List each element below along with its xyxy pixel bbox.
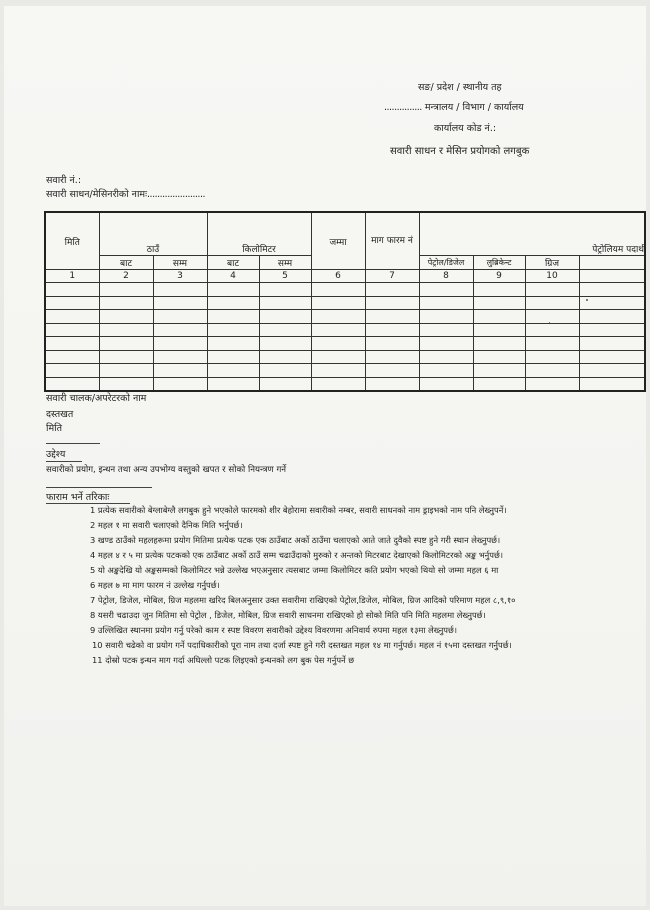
col-kilometer-header: किलोमिटर — [207, 212, 311, 256]
column-number: 5 — [259, 270, 311, 283]
table-cell — [419, 364, 473, 378]
instruction-item: 6 महल ७ मा माग फारम नं उल्लेख गर्नुपर्छ। — [90, 580, 220, 590]
table-cell — [579, 377, 645, 391]
table-row — [45, 310, 645, 324]
table-cell — [311, 350, 365, 364]
col-place-to-header: सम्म — [153, 256, 207, 270]
table-cell — [525, 337, 579, 351]
header-ministry-dots: ............... — [384, 102, 422, 113]
table-cell — [259, 364, 311, 378]
table-cell — [207, 296, 259, 310]
instructions-title: फाराम भर्ने तरिकाः — [46, 492, 110, 503]
col-lubricant-header: लुब्रिकेन्ट — [473, 256, 525, 270]
page-title: सवारी साधन र मेसिन प्रयोगको लगबुक — [390, 146, 530, 157]
table-cell — [45, 364, 99, 378]
col-total-header: जम्मा — [311, 212, 365, 270]
table-cell — [419, 283, 473, 297]
table-cell — [99, 337, 153, 351]
column-number: 10 — [525, 270, 579, 283]
table-cell — [311, 364, 365, 378]
column-number: 9 — [473, 270, 525, 283]
table-cell — [419, 310, 473, 324]
blank-rows — [45, 283, 645, 392]
table-row — [45, 296, 645, 310]
col-extra-header — [579, 256, 645, 270]
table-row — [45, 283, 645, 297]
table-cell — [525, 364, 579, 378]
table-cell — [365, 310, 419, 324]
table-cell — [153, 337, 207, 351]
table-cell — [259, 323, 311, 337]
table-cell — [45, 323, 99, 337]
table-cell — [365, 323, 419, 337]
instruction-item: 8 यसरी चढाउदा जुन मितिमा सो पेट्रोल , डिजेल, मोबिल, ग्रिज सवारी साधनमा राखिएको हो सोको मिति पनि मिति महलमा लेख्नुपर्छ। — [90, 610, 486, 620]
table-cell — [99, 350, 153, 364]
purpose-title-underline — [46, 461, 82, 462]
instructions-title-underline — [46, 503, 130, 504]
table-cell — [153, 364, 207, 378]
table-cell — [311, 323, 365, 337]
table-cell — [153, 377, 207, 391]
scan-speck — [586, 299, 588, 301]
table-row — [45, 364, 645, 378]
table-cell — [99, 283, 153, 297]
table-cell — [419, 296, 473, 310]
table-cell — [525, 377, 579, 391]
table-cell — [473, 323, 525, 337]
date-label: मिति — [46, 423, 63, 434]
table-cell — [473, 283, 525, 297]
table-cell — [45, 337, 99, 351]
vehicle-name-text: सवारी साधन/मेसिनरीको नामः — [46, 189, 148, 200]
column-number: 3 — [153, 270, 207, 283]
table-cell — [579, 296, 645, 310]
table-cell — [311, 337, 365, 351]
table-cell — [365, 350, 419, 364]
table-row — [45, 377, 645, 391]
vehicle-name-label — [46, 187, 205, 200]
table-cell — [311, 283, 365, 297]
table-row — [45, 350, 645, 364]
table-cell — [207, 323, 259, 337]
table-cell — [259, 350, 311, 364]
table-cell — [579, 350, 645, 364]
header-level: सङ/ प्रदेश / स्थानीय तह — [418, 82, 502, 93]
instruction-item: 5 यो अङ्कदेखि यो अङ्कसम्मको किलोमिटर भन्ने उल्लेख भएअनुसार त्यसबाट जम्मा किलोमिटर कति प्रयोग भएको थियो सो जम्मा महल ६ मा — [90, 565, 499, 575]
table-cell — [311, 296, 365, 310]
table-cell — [259, 377, 311, 391]
instruction-item: 1 प्रत्येक सवारीको बेग्लाबेग्लै लगबुक हुने भएकोले फारमको शीर बेहोरामा सवारीको नम्बर, सवारी साधनको नाम ड्राइभको नाम पनि लेख्नुपर्ने। — [90, 505, 507, 515]
driver-name-label: सवारी चालक/अपरेटरको नाम — [46, 393, 147, 404]
table-cell — [579, 337, 645, 351]
table-cell — [99, 364, 153, 378]
column-number: 2 — [99, 270, 153, 283]
table-cell — [473, 296, 525, 310]
table-cell — [153, 283, 207, 297]
table-cell — [311, 377, 365, 391]
table-cell — [473, 377, 525, 391]
table-cell — [45, 377, 99, 391]
table-header-row-1 — [45, 212, 645, 256]
col-demand-form-header: माग फारम नं — [365, 212, 419, 270]
header-office-code: कार्यालय कोड नं.: — [434, 123, 497, 134]
header-ministry — [384, 100, 524, 113]
instruction-item: 10 सवारी चढेको वा प्रयोग गर्ने पदाधिकारीको पूरा नाम तथा दर्जा स्पष्ट हुने गरी दस्तखत महल १४ मा गर्नुपर्छ। महल नं १५मा दस्तखत गर्नुपर्छ। — [92, 640, 512, 650]
table-cell — [365, 377, 419, 391]
instruction-item: 11 दोस्रो पटक इन्धन माग गर्दा अघिल्लो पटक लिइएको इन्धनको लग बुक पेस गर्नुपर्ने छ — [92, 655, 355, 665]
table-cell — [259, 337, 311, 351]
instruction-item: 7 पेट्रोल, डिजेल, मोबिल, ग्रिज महलमा खरिद बिलअनुसार उक्त सवारीमा राखिएको पेट्रोल,डिजेल, मोबिल, ग्रिज आदिको परिमाण महल ८,९,१० — [90, 595, 516, 605]
table-cell — [99, 296, 153, 310]
col-petroleum-header: पेट्रोलियम पदार्थ — [419, 212, 645, 256]
table-cell — [473, 337, 525, 351]
instruction-item: 2 महल १ मा सवारी चलाएको दैनिक मिति भर्नुपर्छ। — [90, 520, 243, 530]
table-cell — [525, 323, 579, 337]
table-cell — [579, 310, 645, 324]
col-km-from-header: बाट — [207, 256, 259, 270]
signature-label: दस्तखत — [46, 409, 74, 420]
instructions-rule — [46, 487, 152, 488]
col-km-to-header: सम्म — [259, 256, 311, 270]
instruction-item: 9 उल्लिखित स्थानमा प्रयोग गर्नु परेको काम र स्पष्ट विवरण सवारीको उद्देश्य विवरणमा अनिवार्य रुपमा महल १३मा लेख्नुपर्छ। — [90, 625, 457, 635]
table-cell — [365, 337, 419, 351]
vehicle-number-label: सवारी नं.: — [46, 175, 82, 186]
table-cell — [207, 350, 259, 364]
purpose-rule — [46, 443, 100, 444]
column-number: 7 — [365, 270, 419, 283]
table-cell — [99, 377, 153, 391]
column-number: 4 — [207, 270, 259, 283]
logbook-table — [44, 211, 646, 392]
table-cell — [153, 350, 207, 364]
table-cell — [207, 377, 259, 391]
col-grease-header: ग्रिज — [525, 256, 579, 270]
column-number: 6 — [311, 270, 365, 283]
col-place-header: ठाउँ — [99, 212, 207, 256]
col-date-header: मिति — [45, 212, 99, 270]
table-row — [45, 323, 645, 337]
column-number-extra — [579, 270, 645, 283]
table-cell — [579, 283, 645, 297]
col-petrol-diesel-header: पेट्रोल/डिजेल — [419, 256, 473, 270]
table-cell — [525, 283, 579, 297]
table-cell — [365, 283, 419, 297]
table-cell — [259, 296, 311, 310]
table-cell — [419, 350, 473, 364]
table-cell — [473, 310, 525, 324]
column-number-row — [45, 270, 645, 283]
table-cell — [45, 310, 99, 324]
table-cell — [525, 350, 579, 364]
column-number: 1 — [45, 270, 99, 283]
table-cell — [473, 350, 525, 364]
table-cell — [259, 310, 311, 324]
instruction-item: 4 महल ४ र ५ मा प्रत्येक पटकको एक ठाउँबाट अर्को ठाउँ सम्म चढाउँदाको मुरुको र अन्तको मिटरबाट देखाएको किलोमिटरको अङ्क भर्नुपर्छ। — [90, 550, 503, 560]
purpose-title: उद्देश्य — [46, 449, 66, 460]
table-cell — [473, 364, 525, 378]
purpose-text: सवारीको प्रयोग, इन्धन तथा अन्य उपभोग्य वस्तुको खपत र सोको नियन्त्रण गर्ने — [46, 465, 287, 475]
table-cell — [419, 337, 473, 351]
table-cell — [99, 323, 153, 337]
table-cell — [525, 296, 579, 310]
table-cell — [311, 310, 365, 324]
table-row — [45, 337, 645, 351]
table-cell — [419, 323, 473, 337]
column-number: 8 — [419, 270, 473, 283]
table-cell — [419, 377, 473, 391]
table-cell — [207, 310, 259, 324]
table-cell — [153, 310, 207, 324]
table-cell — [207, 337, 259, 351]
col-place-from-header: बाट — [99, 256, 153, 270]
table-cell — [45, 283, 99, 297]
table-cell — [45, 296, 99, 310]
table-cell — [153, 296, 207, 310]
header-ministry-text: मन्त्रालय / विभाग / कार्यालय — [424, 102, 524, 113]
instruction-item: 3 खण्ड ठाउँको महलहरूमा प्रयोग मितिमा प्रत्येक पटक एक ठाउँबाट अर्को ठाउँमा चलाएको आते जाते दुवैको स्पष्ट हुने गरी स्थान लेख्नुपर्छ। — [90, 535, 501, 545]
table-cell — [259, 283, 311, 297]
table-cell — [207, 364, 259, 378]
table-cell — [153, 323, 207, 337]
table-cell — [525, 310, 579, 324]
table-cell — [579, 364, 645, 378]
table-cell — [365, 364, 419, 378]
table-cell — [207, 283, 259, 297]
table-cell — [365, 296, 419, 310]
table-cell — [99, 310, 153, 324]
vehicle-name-dots: ....................... — [147, 189, 205, 200]
table-cell — [45, 350, 99, 364]
logbook-page — [4, 6, 646, 906]
scan-speck — [549, 322, 550, 323]
table-cell — [579, 323, 645, 337]
